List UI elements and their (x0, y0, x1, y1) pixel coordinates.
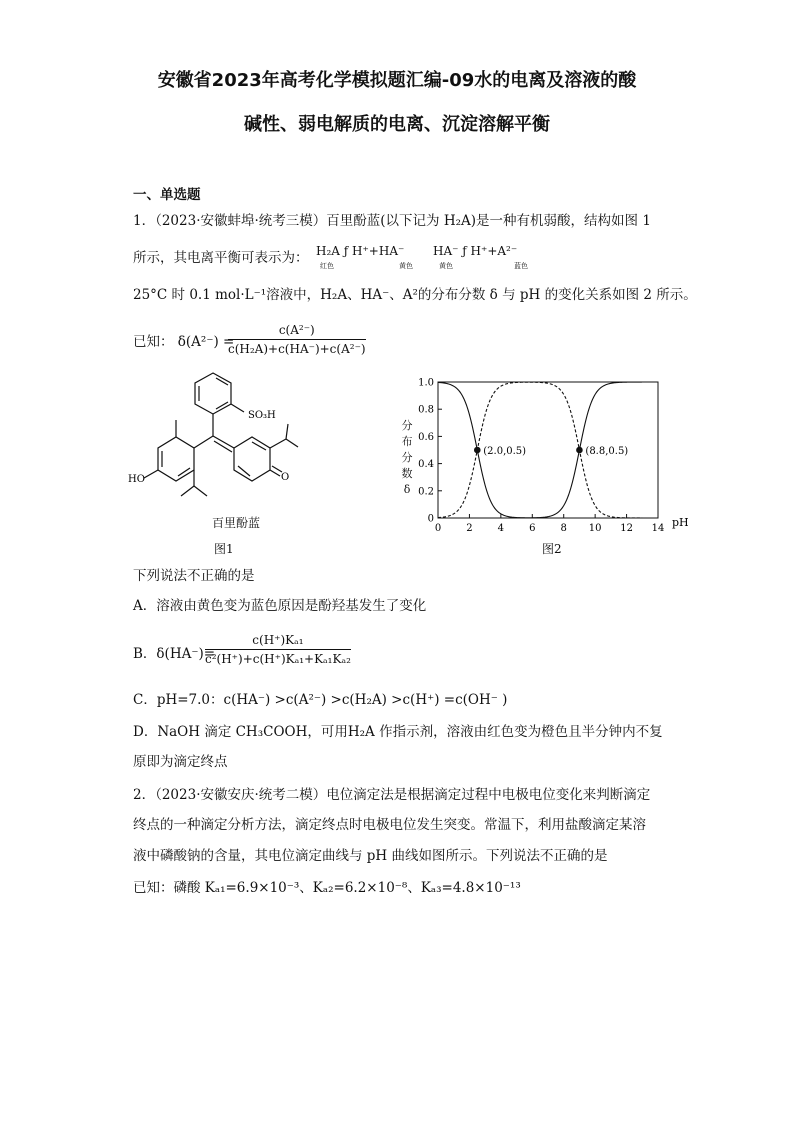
option-b-label: B．δ(HA⁻)= (133, 646, 216, 662)
x-tick-label: 6 (529, 523, 536, 534)
option-d-line-1: D．NaOH 滴定 CH₃COOH，可用H₂A 作指示剂，溶液由红色变为橙色且半分钟内不复 (133, 724, 663, 740)
intersection-point (474, 447, 481, 454)
option-d-line-2: 原即为滴定终点 (133, 754, 228, 770)
x-tick-label: 0 (434, 523, 442, 534)
y-axis-label: 分布分数δ (401, 419, 413, 496)
figure-1-compound-name: 百里酚蓝 (212, 516, 261, 530)
q2-stem-line-1: 2．（2023·安徽安庆·统考二模）电位滴定法是根据滴定过程中电极电位变化来判断滴定 (133, 787, 651, 803)
figure-2-distribution-chart (410, 370, 700, 540)
q1-stem-line-1: 1．（2023·安徽蚌埠·统考三模）百里酚蓝(以下记为 H₂A)是一种有机弱酸，结构如图 1 (133, 213, 651, 229)
ho-label: HO (128, 474, 145, 485)
known-denominator: c(H₂A)+c(HA⁻)+c(A²⁻) (228, 342, 366, 356)
equilibrium-1-color-left: 红色 (320, 262, 334, 270)
q2-stem-line-2: 终点的一种滴定分析方法，滴定终点时电极电位发生突变。常温下，利用盐酸滴定某溶 (133, 817, 646, 833)
x-tick-label: 4 (497, 523, 505, 534)
q1-question: 下列说法不正确的是 (133, 568, 255, 584)
q2-stem-line-3: 液中磷酸钠的含量，其电位滴定曲线与 pH 曲线如图所示。下列说法不正确的是 (133, 848, 608, 864)
carbonyl-o-label: O (281, 472, 290, 483)
page-title-line-1: 安徽省2023年高考化学模拟题汇编-09水的电离及溶液的酸 (157, 70, 637, 91)
section-heading: 一、单选题 (133, 187, 201, 203)
known-fraction (228, 323, 366, 356)
x-tick-label: 14 (651, 523, 665, 534)
y-tick-label: 0.8 (418, 404, 434, 416)
so3h-label: SO₃H (248, 410, 276, 421)
equilibrium-1-color-right: 黄色 (399, 262, 413, 270)
intersection-label: (2.0,0.5) (483, 446, 527, 457)
equilibrium-2-color-left: 黄色 (439, 262, 453, 270)
q1-stem-line-3: 25°C 时 0.1 mol·L⁻¹溶液中，H₂A、HA⁻、A²的分布分数 δ 与 pH 的变化关系如图 2 所示。 (133, 287, 697, 303)
y-tick-label: 0.4 (418, 459, 434, 471)
option-a: A．溶液由黄色变为蓝色原因是酚羟基发生了变化 (133, 598, 427, 614)
y-tick-label: 1.0 (418, 377, 434, 389)
intersection-label: (8.8,0.5) (585, 446, 629, 457)
equilibrium-2-color-right: 蓝色 (514, 262, 528, 270)
x-axis-label: pH (672, 516, 689, 529)
known-label: 已知： δ(A²⁻) = (133, 334, 235, 350)
intersection-point (576, 447, 583, 454)
figure-1-molecule (128, 368, 318, 518)
y-tick-label: 0.6 (418, 431, 434, 443)
x-tick-label: 12 (620, 523, 633, 534)
figure-1-caption: 图1 (214, 542, 234, 556)
figure-2-caption: 图2 (542, 542, 562, 556)
option-b-fraction (205, 633, 351, 666)
equilibrium-2: HA⁻ ƒ H⁺+A²⁻ (433, 244, 518, 258)
x-tick-label: 10 (588, 523, 602, 534)
known-numerator: c(A²⁻) (278, 323, 315, 337)
x-tick-label: 8 (560, 523, 567, 534)
option-b-denominator: c²(H⁺)+c(H⁺)Kₐ₁+Kₐ₁Kₐ₂ (205, 652, 351, 666)
option-c: C．pH=7.0：c(HA⁻) >c(A²⁻) >c(H₂A) >c(H⁺) =c(OH⁻ ) (133, 692, 508, 708)
y-tick-label: 0.2 (418, 486, 434, 498)
page-title-line-2: 碱性、弱电解质的电离、沉淀溶解平衡 (244, 114, 550, 135)
q2-known-constants: 已知：磷酸 Kₐ₁=6.9×10⁻³、Kₐ₂=6.2×10⁻⁸、Kₐ₃=4.8×10⁻¹³ (133, 880, 521, 896)
option-b-numerator: c(H⁺)Kₐ₁ (252, 633, 304, 647)
y-tick-label: 0 (427, 513, 434, 525)
q1-stem-line-2: 所示，其电离平衡可表示为： (133, 250, 309, 266)
x-tick-label: 2 (466, 523, 473, 534)
equilibrium-1: H₂A ƒ H⁺+HA⁻ (316, 244, 405, 258)
